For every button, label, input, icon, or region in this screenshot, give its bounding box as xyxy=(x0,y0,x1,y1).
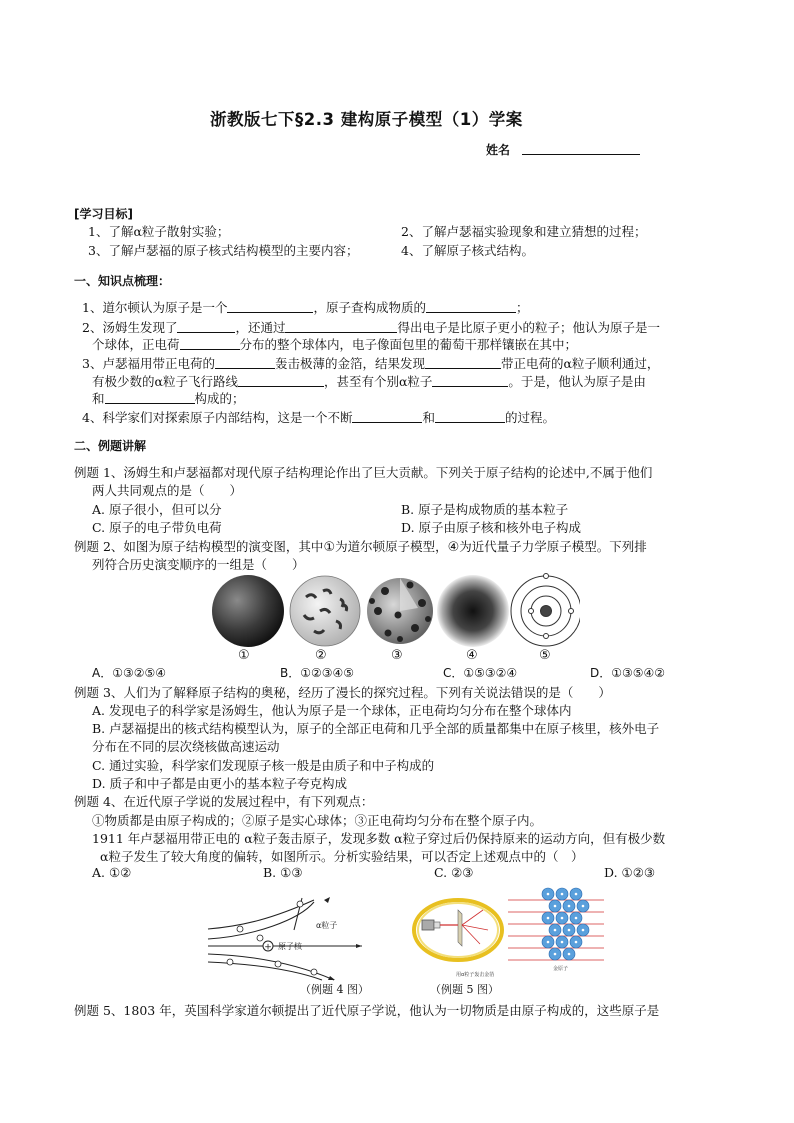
ex3-option-c[interactable]: C. 通过实验，科学家们发现原子核一般是由质子和中子构成的 xyxy=(92,758,435,773)
section1-heading: 一、知识点梳理： xyxy=(74,274,171,288)
blank[interactable] xyxy=(435,410,505,423)
thomson-model xyxy=(290,576,360,646)
nucleus-plus: + xyxy=(264,942,272,953)
goals-heading: [学习目标] xyxy=(74,207,133,221)
gold-foil-label: 用α粒子轰击金箔 xyxy=(456,972,495,978)
name-field[interactable] xyxy=(486,141,640,158)
blank[interactable] xyxy=(352,410,422,423)
blank[interactable] xyxy=(285,320,397,333)
ex3-option-b-cont: 分布在不同的层次绕核做高速运动 xyxy=(92,739,280,754)
ex1-stem-cont: 两人共同观点的是（ ） xyxy=(92,483,243,498)
ex2-option-d[interactable]: D．①③⑤④② xyxy=(590,666,666,680)
rutherford-model xyxy=(367,578,433,644)
blank[interactable] xyxy=(105,391,195,404)
name-label: 姓名 xyxy=(486,143,511,157)
blank[interactable] xyxy=(425,356,501,369)
gold-atom-grid xyxy=(508,888,604,960)
bohr-model xyxy=(511,574,580,647)
ex2-option-b[interactable]: B．①②③④⑤ xyxy=(280,666,355,680)
scattering-figure xyxy=(204,892,364,982)
blank[interactable] xyxy=(177,320,235,333)
knowledge-item-1: 1、道尔顿认为原子是一个 ，原子查构成物质的 ； xyxy=(82,300,529,315)
blank[interactable] xyxy=(432,374,508,387)
ex3-option-d[interactable]: D. 质子和中子都是由更小的基本粒子夸克构成 xyxy=(92,776,348,791)
knowledge-item-3: 3、卢瑟福用带正电荷的 轰击极薄的金箔，结果发现 带正电荷的α粒子顺利通过， xyxy=(82,356,660,371)
page-title: 浙教版七下§2.3 建构原子模型（1）学案 xyxy=(210,110,523,129)
ex4-option-a[interactable]: A. ①② xyxy=(92,865,132,880)
blank[interactable] xyxy=(426,300,516,313)
ex5-stem: 例题 5、1803 年，英国科学家道尔顿提出了近代原子学说，他认为一切物质是由原子构成的，这些原子是 xyxy=(74,1003,660,1018)
atom-models-figure xyxy=(200,573,580,665)
figure-label: ① xyxy=(238,648,250,663)
figure-label: ④ xyxy=(466,648,478,663)
ex4-option-d[interactable]: D. ①②③ xyxy=(604,865,656,880)
ex1-option-a[interactable]: A. 原子很小，但可以分 xyxy=(92,502,222,517)
ex1-stem: 例题 1、汤姆生和卢瑟福都对现代原子结构理论作出了巨大贡献。下列关于原子结构的论述中,不属于他们 xyxy=(74,465,653,480)
knowledge-item-3-cont: 有极少数的α粒子飞行路线 ，甚至有个别α粒子 。于是，他认为原子是由 xyxy=(92,374,646,389)
gold-foil-figure xyxy=(408,880,608,980)
name-blank[interactable] xyxy=(522,142,640,155)
goal-item: 2、了解卢瑟福实验现象和建立猜想的过程； xyxy=(401,224,647,239)
dalton-model xyxy=(212,575,284,647)
ex3-stem: 例题 3、人们为了解释原子结构的奥秘，经历了漫长的探究过程。下列有关说法错误的是（ ） xyxy=(74,685,611,700)
knowledge-item-2-cont: 个球体，正电荷 分布的整个球体内，电子像面包里的葡萄干那样镶嵌在其中； xyxy=(92,337,578,352)
section2-heading: 二、例题讲解 xyxy=(74,439,147,453)
goal-item: 1、了解α粒子散射实验； xyxy=(88,224,230,239)
ex1-option-b[interactable]: B. 原子是构成物质的基本粒子 xyxy=(401,502,569,517)
blank[interactable] xyxy=(238,374,324,387)
figure-label: ② xyxy=(315,648,327,663)
quantum-model xyxy=(437,575,509,647)
alpha-label: α粒子 xyxy=(316,921,338,930)
ex2-stem-cont: 列符合历史演变顺序的一组是（ ） xyxy=(92,557,305,572)
ex1-option-c[interactable]: C. 原子的电子带负电荷 xyxy=(92,520,222,535)
ex4-views: ①物质都是由原子构成的；②原子是实心球体；③正电荷均匀分布在整个原子内。 xyxy=(92,813,543,828)
ex4-stem: 例题 4、在近代原子学说的发展过程中，有下列观点： xyxy=(74,794,374,809)
ex1-option-d[interactable]: D. 原子由原子核和核外电子构成 xyxy=(401,520,582,535)
ex4-paragraph-cont: α粒子发生了较大角度的偏转，如图所示。分析实验结果，可以否定上述观点中的（ ） xyxy=(100,849,584,864)
gold-atom-label: 金原子 xyxy=(553,966,569,972)
ex2-option-a[interactable]: A．①③②⑤④ xyxy=(92,666,166,680)
blank[interactable] xyxy=(227,300,313,313)
knowledge-item-3-cont2: 和 构成的； xyxy=(92,391,245,406)
goal-item: 3、了解卢瑟福的原子核式结构模型的主要内容； xyxy=(88,243,359,258)
ex5-figure-caption: （例题 5 图） xyxy=(430,983,499,996)
ex2-option-c[interactable]: C．①⑤③②④ xyxy=(443,666,518,680)
knowledge-item-4: 4、科学家们对探索原子内部结构，这是一个不断 和 的过程。 xyxy=(82,410,555,425)
ex2-stem: 例题 2、如图为原子结构模型的演变图，其中①为道尔顿原子模型，④为近代量子力学原子模型。下列排 xyxy=(74,539,647,555)
ex4-paragraph: 1911 年卢瑟福用带正电的 α粒子轰击原子，发现多数 α粒子穿过后仍保持原来的运动方向，但有极少数 xyxy=(92,831,666,846)
knowledge-item-2: 2、汤姆生发现了 ，还通过 得出电子是比原子更小的粒子；他认为原子是一 xyxy=(82,320,660,335)
figure-label: ⑤ xyxy=(539,648,551,663)
ex3-option-b[interactable]: B. 卢瑟福提出的核式结构模型认为，原子的全部正电荷和几乎全部的质量都集中在原子核里，核外电子 xyxy=(92,721,660,736)
ex4-option-c[interactable]: C. ②③ xyxy=(434,865,474,880)
figure-label: ③ xyxy=(391,648,403,663)
ex4-figure-caption: （例题 4 图） xyxy=(300,983,369,996)
goal-item: 4、了解原子核式结构。 xyxy=(401,243,534,258)
nucleus-label: 原子核 xyxy=(278,942,302,951)
ex3-option-a[interactable]: A. 发现电子的科学家是汤姆生，他认为原子是一个球体，正电荷均匀分布在整个球体内 xyxy=(92,703,572,718)
blank[interactable] xyxy=(180,337,240,350)
ex4-option-b[interactable]: B. ①③ xyxy=(263,865,303,880)
blank[interactable] xyxy=(215,356,275,369)
